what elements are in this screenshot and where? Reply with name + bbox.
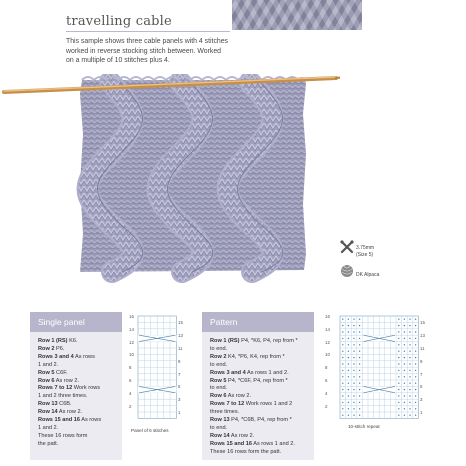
instruction-row — [210, 425, 298, 433]
purl-stitch-dot — [348, 395, 349, 396]
purl-stitch-dot — [398, 395, 399, 396]
row-number: 9 — [178, 358, 181, 364]
purl-stitch-dot — [398, 325, 399, 326]
yarn-ball-icon — [340, 264, 354, 278]
row-number: 2 — [129, 403, 132, 409]
purl-stitch-dot — [342, 376, 343, 377]
row-label: Rows 7 to 12 — [210, 401, 245, 408]
row-text: As rows 1 and 2. — [251, 440, 295, 447]
purl-stitch-dot — [359, 402, 360, 403]
row-label: Row 2 — [210, 353, 227, 360]
panel-header — [202, 312, 314, 332]
row-label: Rows 15 and 16 — [38, 417, 80, 424]
purl-stitch-dot — [342, 370, 343, 371]
purl-stitch-dot — [398, 370, 399, 371]
row-number: 1 — [178, 410, 181, 415]
pattern-instructions — [202, 312, 314, 460]
instruction-row — [38, 370, 101, 378]
intro-line: on a multiple of 10 stitches plus 4. — [66, 57, 170, 64]
purl-stitch-dot — [398, 351, 399, 352]
purl-stitch-dot — [415, 357, 416, 358]
row-number: 2 — [325, 403, 328, 409]
knitted-swatch-photo — [0, 74, 340, 304]
needle-size-mm: 3.75mm — [356, 245, 375, 251]
row-number: 7 — [178, 371, 181, 377]
purl-stitch-dot — [398, 344, 399, 345]
purl-stitch-dot — [359, 395, 360, 396]
purl-stitch-dot — [359, 389, 360, 390]
purl-stitch-dot — [353, 363, 354, 364]
row-label: Rows 3 and 4 — [38, 353, 74, 360]
row-number: 9 — [420, 358, 423, 364]
instruction-list — [210, 338, 298, 457]
instruction-row — [210, 338, 298, 346]
row-label: Row 2 — [38, 345, 55, 352]
purl-stitch-dot — [409, 370, 410, 371]
purl-stitch-dot — [409, 331, 410, 332]
purl-stitch-dot — [404, 319, 405, 320]
purl-stitch-dot — [342, 383, 343, 384]
row-text: As rows — [79, 417, 102, 424]
row-number: 10 — [325, 352, 330, 358]
row-text: P6. — [54, 345, 65, 352]
purl-stitch-dot — [348, 389, 349, 390]
purl-stitch-dot — [404, 376, 405, 377]
purl-stitch-dot — [353, 389, 354, 390]
instruction-row — [38, 346, 101, 354]
purl-stitch-dot — [353, 351, 354, 352]
purl-stitch-dot — [359, 338, 360, 339]
purl-stitch-dot — [359, 331, 360, 332]
purl-stitch-dot — [409, 357, 410, 358]
purl-stitch-dot — [404, 370, 405, 371]
row-number: 13 — [420, 333, 425, 339]
row-number: 4 — [325, 390, 328, 396]
purl-stitch-dot — [359, 363, 360, 364]
instruction-row — [210, 409, 298, 417]
row-text: P4, *C6B, P4, rep from * — [229, 417, 292, 424]
row-label: Row 1 (RS) — [38, 338, 68, 344]
row-text: to end. — [210, 385, 228, 392]
purl-stitch-dot — [353, 331, 354, 332]
row-number: 5 — [178, 384, 181, 390]
row-text: Work rows — [72, 385, 101, 392]
row-text: Work rows 1 and 2 — [244, 401, 293, 408]
intro-text — [66, 37, 316, 66]
instruction-row — [38, 401, 101, 409]
row-text: C6B. — [57, 401, 72, 408]
purl-stitch-dot — [398, 415, 399, 416]
purl-stitch-dot — [398, 363, 399, 364]
purl-stitch-dot — [342, 395, 343, 396]
row-number: 8 — [129, 365, 132, 371]
row-number: 11 — [178, 346, 183, 351]
row-number: 11 — [420, 346, 425, 351]
purl-stitch-dot — [415, 344, 416, 345]
row-label: Row 13 — [38, 401, 58, 408]
row-label: Row 14 — [38, 409, 58, 416]
row-number: 12 — [129, 339, 134, 345]
row-text: These 16 rows form — [38, 432, 88, 439]
instruction-row — [38, 354, 101, 362]
purl-stitch-dot — [359, 376, 360, 377]
purl-stitch-dot — [348, 415, 349, 416]
purl-stitch-dot — [398, 389, 399, 390]
purl-stitch-dot — [409, 389, 410, 390]
row-number: 14 — [129, 326, 134, 332]
purl-stitch-dot — [342, 344, 343, 345]
purl-stitch-dot — [348, 376, 349, 377]
row-text: the patt. — [38, 440, 59, 447]
purl-stitch-dot — [353, 370, 354, 371]
row-label: Rows 7 to 12 — [38, 385, 73, 392]
purl-stitch-dot — [404, 389, 405, 390]
row-number: 13 — [178, 333, 183, 339]
purl-stitch-dot — [415, 415, 416, 416]
needle-size — [356, 245, 374, 259]
row-number: 10 — [129, 352, 134, 358]
panel-heading: Pattern — [210, 317, 238, 327]
purl-stitch-dot — [353, 402, 354, 403]
purl-stitch-dot — [398, 376, 399, 377]
purl-stitch-dot — [415, 408, 416, 409]
purl-stitch-dot — [353, 357, 354, 358]
purl-stitch-dot — [415, 363, 416, 364]
purl-stitch-dot — [348, 402, 349, 403]
purl-stitch-dot — [409, 383, 410, 384]
row-text: As row 2. — [229, 432, 255, 439]
row-text: As rows 1 and 2. — [245, 369, 289, 376]
row-number: 4 — [129, 390, 132, 396]
purl-stitch-dot — [415, 331, 416, 332]
purl-stitch-dot — [359, 319, 360, 320]
purl-stitch-dot — [342, 325, 343, 326]
purl-stitch-dot — [404, 338, 405, 339]
row-label: Row 6 — [210, 393, 227, 400]
purl-stitch-dot — [415, 402, 416, 403]
row-number: 5 — [420, 384, 423, 390]
purl-stitch-dot — [359, 351, 360, 352]
instruction-row — [210, 393, 298, 401]
purl-stitch-dot — [404, 383, 405, 384]
purl-stitch-dot — [342, 389, 343, 390]
instruction-row — [38, 417, 101, 425]
purl-stitch-dot — [359, 325, 360, 326]
purl-stitch-dot — [409, 408, 410, 409]
purl-stitch-dot — [404, 357, 405, 358]
purl-stitch-dot — [415, 351, 416, 352]
purl-stitch-dot — [359, 383, 360, 384]
purl-stitch-dot — [404, 351, 405, 352]
purl-stitch-dot — [398, 338, 399, 339]
row-number: 12 — [325, 339, 330, 345]
row-text: to end. — [210, 361, 228, 368]
purl-stitch-dot — [359, 344, 360, 345]
instruction-row — [210, 385, 298, 393]
crossed-needles-icon — [340, 240, 354, 254]
instruction-row — [210, 441, 298, 449]
purl-stitch-dot — [409, 338, 410, 339]
purl-stitch-dot — [409, 363, 410, 364]
purl-stitch-dot — [404, 344, 405, 345]
purl-stitch-dot — [342, 415, 343, 416]
instruction-list — [38, 338, 101, 449]
purl-stitch-dot — [348, 363, 349, 364]
instruction-row — [38, 441, 101, 449]
instruction-row — [210, 401, 298, 409]
panel-header — [30, 312, 122, 332]
purl-stitch-dot — [353, 344, 354, 345]
purl-stitch-dot — [359, 415, 360, 416]
purl-stitch-dot — [404, 395, 405, 396]
purl-stitch-dot — [398, 383, 399, 384]
instruction-row — [210, 346, 298, 354]
purl-stitch-dot — [348, 357, 349, 358]
purl-stitch-dot — [353, 395, 354, 396]
purl-stitch-dot — [409, 376, 410, 377]
purl-stitch-dot — [398, 319, 399, 320]
purl-stitch-dot — [348, 325, 349, 326]
purl-stitch-dot — [348, 319, 349, 320]
purl-stitch-dot — [404, 363, 405, 364]
row-text: These 16 rows form the patt. — [210, 448, 282, 455]
pattern-chart — [332, 314, 426, 426]
row-number: 16 — [129, 314, 134, 319]
row-text: 1 and 2. — [38, 361, 59, 368]
purl-stitch-dot — [353, 376, 354, 377]
purl-stitch-dot — [342, 402, 343, 403]
intro-line: This sample shows three cable panels with 4 stitches — [66, 38, 229, 45]
purl-stitch-dot — [415, 383, 416, 384]
purl-stitch-dot — [415, 325, 416, 326]
row-label: Row 13 — [210, 417, 230, 424]
purl-stitch-dot — [415, 395, 416, 396]
purl-stitch-dot — [342, 408, 343, 409]
purl-stitch-dot — [359, 408, 360, 409]
row-number: 6 — [325, 378, 328, 383]
purl-stitch-dot — [415, 319, 416, 320]
row-label: Row 5 — [38, 369, 55, 376]
purl-stitch-dot — [348, 351, 349, 352]
purl-stitch-dot — [398, 331, 399, 332]
row-number: 6 — [129, 378, 132, 383]
row-number: 3 — [420, 397, 423, 403]
purl-stitch-dot — [353, 319, 354, 320]
row-text: 1 and 2 three times. — [38, 393, 88, 400]
instruction-row — [210, 370, 298, 378]
page-title: travelling cable — [66, 14, 172, 29]
row-text: three times. — [210, 409, 240, 416]
row-number: 14 — [325, 326, 330, 332]
single-panel-instructions — [30, 312, 122, 460]
instruction-row — [210, 354, 298, 362]
purl-stitch-dot — [353, 415, 354, 416]
purl-stitch-dot — [353, 383, 354, 384]
purl-stitch-dot — [342, 357, 343, 358]
row-label: Row 14 — [210, 432, 230, 439]
purl-stitch-dot — [353, 408, 354, 409]
panel-heading: Single panel — [38, 317, 85, 327]
purl-stitch-dot — [348, 408, 349, 409]
row-number: 15 — [420, 320, 425, 326]
purl-stitch-dot — [409, 395, 410, 396]
row-number: 15 — [178, 320, 183, 326]
purl-stitch-dot — [404, 408, 405, 409]
row-label: Row 1 (RS) — [210, 338, 240, 344]
purl-stitch-dot — [342, 351, 343, 352]
purl-stitch-dot — [409, 344, 410, 345]
purl-stitch-dot — [342, 338, 343, 339]
row-number: 3 — [178, 397, 181, 403]
purl-stitch-dot — [348, 338, 349, 339]
purl-stitch-dot — [404, 415, 405, 416]
instruction-row — [38, 433, 101, 441]
row-label: Row 5 — [210, 377, 227, 384]
instruction-row — [210, 417, 298, 425]
row-text: As row 2. — [226, 393, 252, 400]
row-number: 1 — [420, 410, 423, 415]
purl-stitch-dot — [353, 338, 354, 339]
instruction-row — [38, 393, 101, 401]
instruction-row — [38, 362, 101, 370]
instruction-row — [210, 449, 298, 457]
purl-stitch-dot — [353, 325, 354, 326]
row-text: P4, *K6, P4, rep from * — [239, 338, 298, 344]
purl-stitch-dot — [415, 338, 416, 339]
yarn-name: DK Alpaca — [356, 272, 380, 278]
chart-caption: 10-stitch repeat — [348, 424, 380, 429]
row-text: C6F. — [54, 369, 68, 376]
purl-stitch-dot — [348, 383, 349, 384]
purl-stitch-dot — [348, 331, 349, 332]
row-number: 8 — [325, 365, 328, 371]
purl-stitch-dot — [348, 370, 349, 371]
instruction-row — [210, 362, 298, 370]
row-text: to end. — [210, 345, 228, 352]
purl-stitch-dot — [342, 363, 343, 364]
purl-stitch-dot — [398, 357, 399, 358]
instruction-row — [38, 385, 101, 393]
purl-stitch-dot — [404, 402, 405, 403]
row-text: As row 2. — [54, 377, 80, 384]
purl-stitch-dot — [342, 331, 343, 332]
purl-stitch-dot — [409, 325, 410, 326]
row-text: P4, *C6F, P4, rep from * — [226, 377, 288, 384]
row-label: Rows 15 and 16 — [210, 440, 252, 447]
purl-stitch-dot — [398, 402, 399, 403]
instruction-row — [38, 425, 101, 433]
row-text: K4, *P6, K4, rep from * — [226, 353, 285, 360]
header-swatch-thumbnail — [232, 0, 362, 30]
purl-stitch-dot — [415, 389, 416, 390]
row-text: As row 2. — [57, 409, 83, 416]
purl-stitch-dot — [359, 370, 360, 371]
intro-line: worked in reverse stocking stitch between. Worked — [66, 47, 221, 55]
purl-stitch-dot — [404, 331, 405, 332]
purl-stitch-dot — [409, 402, 410, 403]
instruction-row — [38, 409, 101, 417]
row-text: K6. — [67, 338, 78, 344]
purl-stitch-dot — [409, 319, 410, 320]
instruction-row — [210, 433, 298, 441]
row-number: 16 — [325, 314, 330, 319]
purl-stitch-dot — [415, 370, 416, 371]
row-text: to end. — [210, 424, 228, 431]
purl-stitch-dot — [359, 357, 360, 358]
purl-stitch-dot — [409, 351, 410, 352]
purl-stitch-dot — [342, 319, 343, 320]
instruction-row — [38, 378, 101, 386]
row-label: Row 6 — [38, 377, 55, 384]
purl-stitch-dot — [415, 376, 416, 377]
purl-stitch-dot — [404, 325, 405, 326]
purl-stitch-dot — [398, 408, 399, 409]
title-rule — [66, 31, 230, 32]
chart-caption: Panel of 6 stitches — [131, 428, 169, 433]
row-text: 1 and 2. — [38, 424, 59, 431]
row-text: As rows — [73, 353, 95, 360]
row-label: Rows 3 and 4 — [210, 369, 246, 376]
instruction-row — [38, 338, 101, 346]
needle-size-us: (Size 5) — [356, 252, 374, 258]
purl-stitch-dot — [348, 344, 349, 345]
purl-stitch-dot — [409, 415, 410, 416]
instruction-row — [210, 378, 298, 386]
row-number: 7 — [420, 371, 423, 377]
